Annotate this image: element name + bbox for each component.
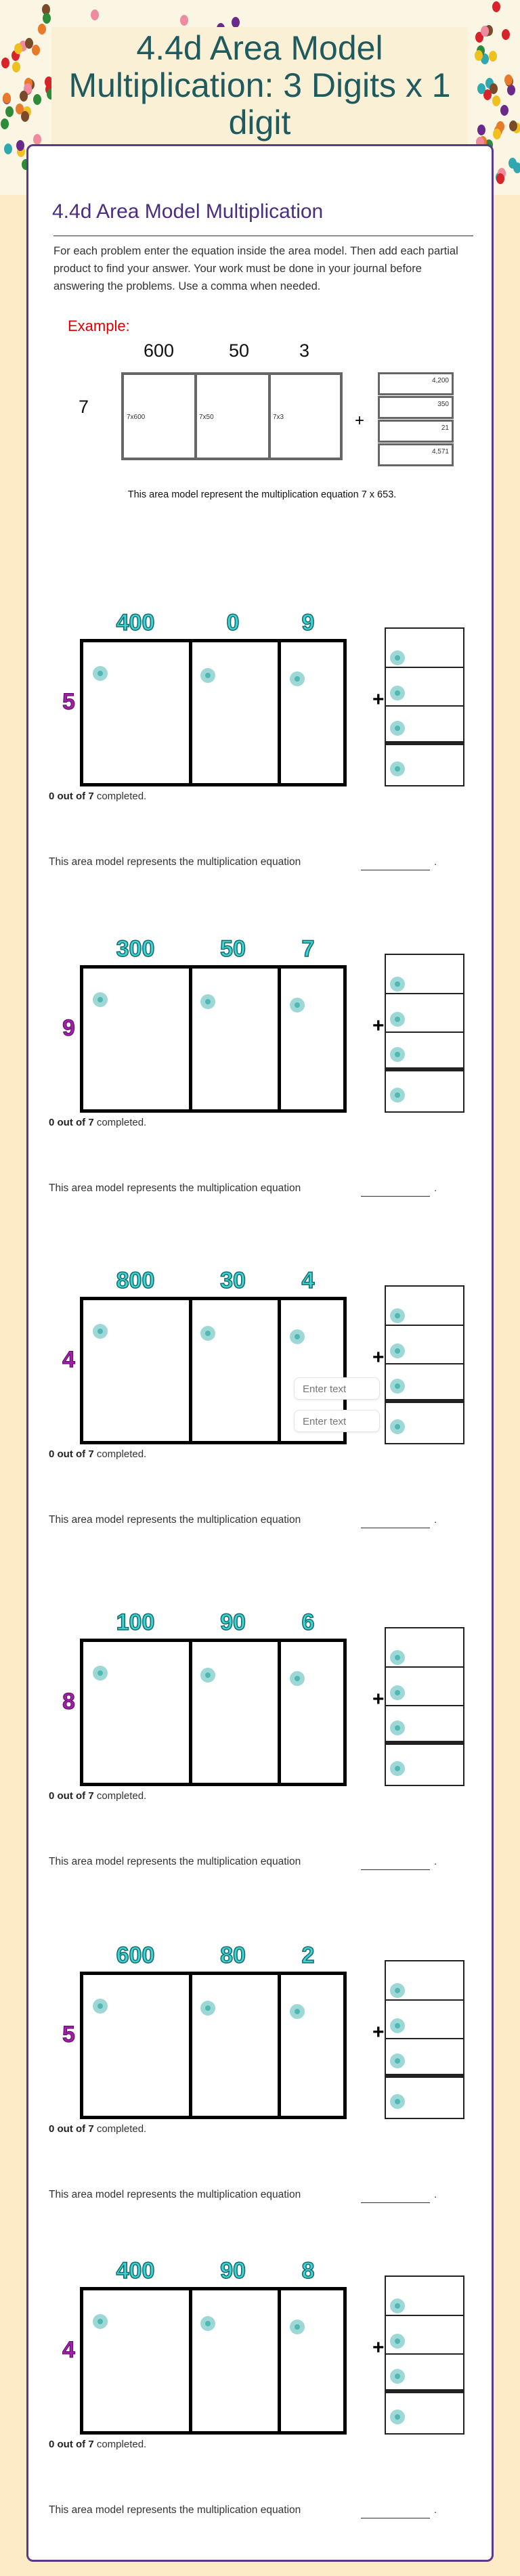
answer-hotspot[interactable] (290, 671, 305, 686)
factor-label: 90 (220, 2258, 246, 2284)
confetti-dot (490, 83, 498, 94)
confetti-dot (21, 111, 29, 122)
plus-icon: + (372, 1015, 385, 1037)
grid-divider (278, 1642, 281, 1783)
equation-answer-input[interactable] (361, 1513, 430, 1528)
partial-product-hotspot[interactable] (390, 977, 405, 992)
multiplier-label: 9 (62, 1015, 75, 1041)
factor-label: 400 (116, 2258, 155, 2284)
confetti-dot (477, 125, 485, 135)
progress-count: 0 out of 7 (49, 791, 94, 802)
confetti-dot (493, 129, 501, 139)
progress-status (49, 1117, 146, 1128)
section-heading: 4.4d Area Model Multiplication (52, 200, 324, 223)
confetti-dot (180, 15, 188, 26)
partial-product-hotspot[interactable] (390, 2053, 405, 2068)
partial-product-hotspot[interactable] (390, 1379, 405, 1394)
confetti-dot (14, 43, 22, 54)
row-divider (386, 667, 463, 668)
enter-text-input[interactable]: Enter text (294, 1377, 380, 1400)
confetti-dot (16, 140, 24, 151)
grid-divider (189, 1642, 192, 1783)
grid-divider (194, 375, 197, 458)
period-text: . (434, 2504, 437, 2516)
factor-label: 100 (116, 1609, 155, 1635)
confetti-dot (12, 62, 20, 72)
grid-divider (278, 969, 281, 1109)
grid-divider (278, 1975, 281, 2116)
answer-hotspot[interactable] (93, 1666, 108, 1681)
title-line-2: Multiplication: 3 Digits x 1 (68, 66, 451, 104)
row-divider (386, 993, 463, 994)
period-text: . (434, 856, 437, 868)
row-divider (386, 2038, 463, 2039)
confetti-dot (1, 118, 9, 129)
grid-divider (268, 375, 271, 458)
confetti-dot (492, 95, 500, 106)
answer-hotspot[interactable] (93, 992, 108, 1007)
progress-suffix: completed. (93, 1448, 147, 1460)
factor-label: 7 (301, 936, 315, 962)
title-line-3: digit (228, 104, 291, 141)
confetti-dot (91, 9, 99, 20)
grid-divider (278, 642, 281, 783)
example-cell: 7x3 (273, 414, 284, 421)
example-cell: 7x50 (199, 414, 214, 421)
partial-product-hotspot[interactable] (390, 721, 405, 736)
partial-product-hotspot[interactable] (390, 2299, 405, 2313)
confetti-dot (33, 134, 41, 145)
example-partial: 21 (378, 420, 454, 443)
factor-label: 30 (220, 1268, 246, 1293)
factor-label: 0 (226, 610, 240, 636)
answer-hotspot[interactable] (200, 668, 215, 683)
multiplier-label: 4 (62, 1347, 75, 1373)
partial-product-hotspot[interactable] (390, 1419, 405, 1434)
multiplier-label: 5 (62, 689, 75, 715)
row-divider (386, 1363, 463, 1364)
title-line-1: 4.4d Area Model (136, 29, 383, 67)
plus-icon: + (372, 2336, 385, 2359)
confetti-dot (4, 143, 12, 154)
progress-suffix: completed. (93, 2439, 147, 2450)
partial-product-hotspot[interactable] (390, 1720, 405, 1735)
plus-icon: + (372, 1346, 385, 1369)
partial-product-hotspot[interactable] (390, 2410, 405, 2424)
multiplier-label: 4 (62, 2337, 75, 2363)
progress-suffix: completed. (93, 1117, 147, 1128)
factor-label: 9 (301, 610, 315, 636)
area-model-grid (80, 1639, 347, 1786)
answer-hotspot[interactable] (93, 2314, 108, 2329)
enter-text-input[interactable]: Enter text (294, 1410, 380, 1432)
area-model-problem (28, 1268, 496, 1540)
multiplier-label: 8 (62, 1689, 75, 1714)
answer-hotspot[interactable] (200, 1326, 215, 1341)
page-title (51, 27, 468, 144)
equation-prompt: This area model represents the multiplication equation (49, 2189, 301, 2200)
area-model-grid (80, 965, 347, 1113)
example-grid (121, 372, 343, 460)
example-factor: 3 (299, 340, 310, 361)
period-text: . (434, 2189, 437, 2200)
confetti-dot (32, 45, 40, 55)
row-divider (386, 705, 463, 707)
confetti-dot (232, 17, 240, 28)
example-partials (378, 372, 454, 466)
example-partial: 4,571 (378, 443, 454, 466)
progress-status (49, 2123, 146, 2135)
progress-count: 0 out of 7 (49, 1448, 94, 1460)
partial-product-hotspot[interactable] (390, 761, 405, 776)
row-divider (386, 1325, 463, 1326)
factor-label: 600 (116, 1942, 155, 1968)
progress-count: 0 out of 7 (49, 2123, 94, 2135)
confetti-dot (477, 83, 485, 94)
confetti-dot (43, 13, 51, 24)
confetti-dot (502, 29, 510, 40)
area-model-problem (28, 936, 496, 1208)
example-caption: This area model represent the multiplication equation 7 x 653. (127, 489, 397, 500)
equation-answer-input[interactable] (361, 2503, 430, 2518)
sum-divider (386, 1741, 463, 1745)
example-factor: 50 (229, 340, 250, 361)
partial-product-hotspot[interactable] (390, 2094, 405, 2109)
sum-divider (386, 1067, 463, 1071)
grid-divider (189, 969, 192, 1109)
sum-divider (386, 2074, 463, 2078)
multiplier-label: 5 (62, 2022, 75, 2047)
factor-label: 4 (301, 1268, 315, 1293)
answer-hotspot[interactable] (290, 1329, 305, 1344)
grid-divider (189, 1300, 192, 1441)
row-divider (386, 2315, 463, 2316)
row-divider (386, 1705, 463, 1706)
example-label: Example: (68, 317, 130, 334)
area-model-problem (28, 1609, 496, 1882)
factor-label: 80 (220, 1942, 246, 1968)
example-partial: 350 (378, 396, 454, 419)
progress-count: 0 out of 7 (49, 1790, 94, 1802)
example-factor: 600 (144, 340, 175, 361)
progress-count: 0 out of 7 (49, 2439, 94, 2450)
equation-prompt: This area model represents the multiplication equation (49, 1514, 301, 1526)
progress-status (49, 1448, 146, 1460)
sum-divider (386, 2389, 463, 2393)
row-divider (386, 1031, 463, 1033)
factor-label: 400 (116, 610, 155, 636)
answer-hotspot[interactable] (93, 1999, 108, 2014)
grid-divider (189, 642, 192, 783)
period-text: . (434, 1514, 437, 1526)
partial-product-hotspot[interactable] (390, 1088, 405, 1103)
progress-suffix: completed. (93, 1790, 147, 1802)
equation-prompt: This area model represents the multiplication equation (49, 2504, 301, 2516)
row-divider (386, 1666, 463, 1668)
confetti-dot (508, 158, 517, 169)
grid-divider (189, 1975, 192, 2116)
row-divider (386, 1999, 463, 2001)
area-model-grid (80, 2287, 347, 2435)
progress-count: 0 out of 7 (49, 1117, 94, 1128)
grid-divider (278, 1300, 281, 1441)
answer-hotspot[interactable] (93, 1324, 108, 1339)
confetti-dot (5, 106, 14, 117)
example-cell: 7x600 (127, 414, 146, 421)
partial-product-hotspot[interactable] (390, 1012, 405, 1027)
confetti-dot (1, 58, 9, 68)
sum-divider (386, 1399, 463, 1403)
confetti-dot (38, 24, 46, 35)
answer-hotspot[interactable] (200, 994, 215, 1009)
confetti-dot (504, 74, 513, 85)
partial-product-hotspot[interactable] (390, 2334, 405, 2349)
answer-hotspot[interactable] (290, 1671, 305, 1686)
answer-hotspot[interactable] (290, 2004, 305, 2019)
answer-hotspot[interactable] (290, 2319, 305, 2334)
factor-label: 90 (220, 1609, 246, 1635)
factor-label: 50 (220, 936, 246, 962)
worksheet-card (26, 144, 494, 2562)
area-model-grid (80, 1972, 347, 2119)
progress-status (49, 2439, 146, 2450)
equation-prompt: This area model represents the multiplication equation (49, 1856, 301, 1867)
answer-hotspot[interactable] (200, 1668, 215, 1683)
confetti-dot (496, 173, 504, 184)
answer-hotspot[interactable] (200, 2001, 215, 2016)
period-text: . (434, 1856, 437, 1867)
example-multiplier: 7 (79, 397, 89, 417)
factor-label: 6 (301, 1609, 315, 1635)
confetti-dot (500, 105, 508, 116)
partial-product-hotspot[interactable] (390, 1308, 405, 1323)
factor-label: 8 (301, 2258, 315, 2284)
plus-icon: + (372, 1688, 385, 1710)
partial-product-hotspot[interactable] (390, 650, 405, 665)
confetti-dot (489, 51, 497, 62)
area-model-grid (80, 639, 347, 786)
confetti-dot (481, 26, 489, 37)
confetti-dot (492, 1, 500, 12)
period-text: . (434, 1182, 437, 1194)
partial-product-hotspot[interactable] (390, 1650, 405, 1665)
partial-product-hotspot[interactable] (390, 2369, 405, 2384)
confetti-dot (33, 94, 41, 105)
progress-status (49, 791, 146, 802)
grid-divider (278, 2290, 281, 2431)
partial-product-hotspot[interactable] (390, 1761, 405, 1776)
row-divider (386, 2353, 463, 2355)
partial-product-hotspot[interactable] (390, 1685, 405, 1700)
partial-product-hotspot[interactable] (390, 2018, 405, 2033)
grid-divider (189, 2290, 192, 2431)
progress-suffix: completed. (93, 2123, 147, 2135)
equation-answer-input[interactable] (361, 1181, 430, 1197)
confetti-dot (25, 38, 33, 49)
partial-product-hotspot[interactable] (390, 1343, 405, 1358)
partial-product-hotspot[interactable] (390, 1047, 405, 1062)
plus-icon: + (372, 2021, 385, 2043)
plus-icon: + (372, 688, 385, 711)
progress-status (49, 1790, 146, 1802)
equation-prompt: This area model represents the multiplication equation (49, 856, 301, 868)
answer-hotspot[interactable] (200, 2316, 215, 2331)
example-partial: 4,200 (378, 372, 454, 395)
progress-suffix: completed. (93, 791, 147, 802)
answer-hotspot[interactable] (290, 998, 305, 1013)
plus-icon: + (355, 412, 365, 430)
partial-product-hotspot[interactable] (390, 1983, 405, 1998)
equation-answer-input[interactable] (361, 855, 430, 870)
equation-prompt: This area model represents the multiplication equation (49, 1182, 301, 1194)
area-model-problem (28, 2258, 496, 2530)
instructions-text: For each problem enter the equation inside the area model. Then add each partial product to find your answer. Your work must be done in your journal before answering the problems. Use a comma when needed. (53, 245, 458, 292)
area-model-problem (28, 610, 496, 882)
equation-answer-input[interactable] (361, 1855, 430, 1870)
factor-label: 300 (116, 936, 155, 962)
confetti-dot (20, 91, 28, 102)
answer-hotspot[interactable] (93, 666, 108, 681)
equation-answer-input[interactable] (361, 2188, 430, 2203)
sum-divider (386, 741, 463, 745)
factor-label: 800 (116, 1268, 155, 1293)
partial-product-hotspot[interactable] (390, 686, 405, 701)
factor-label: 2 (301, 1942, 315, 1968)
area-model-problem (28, 1942, 496, 2215)
